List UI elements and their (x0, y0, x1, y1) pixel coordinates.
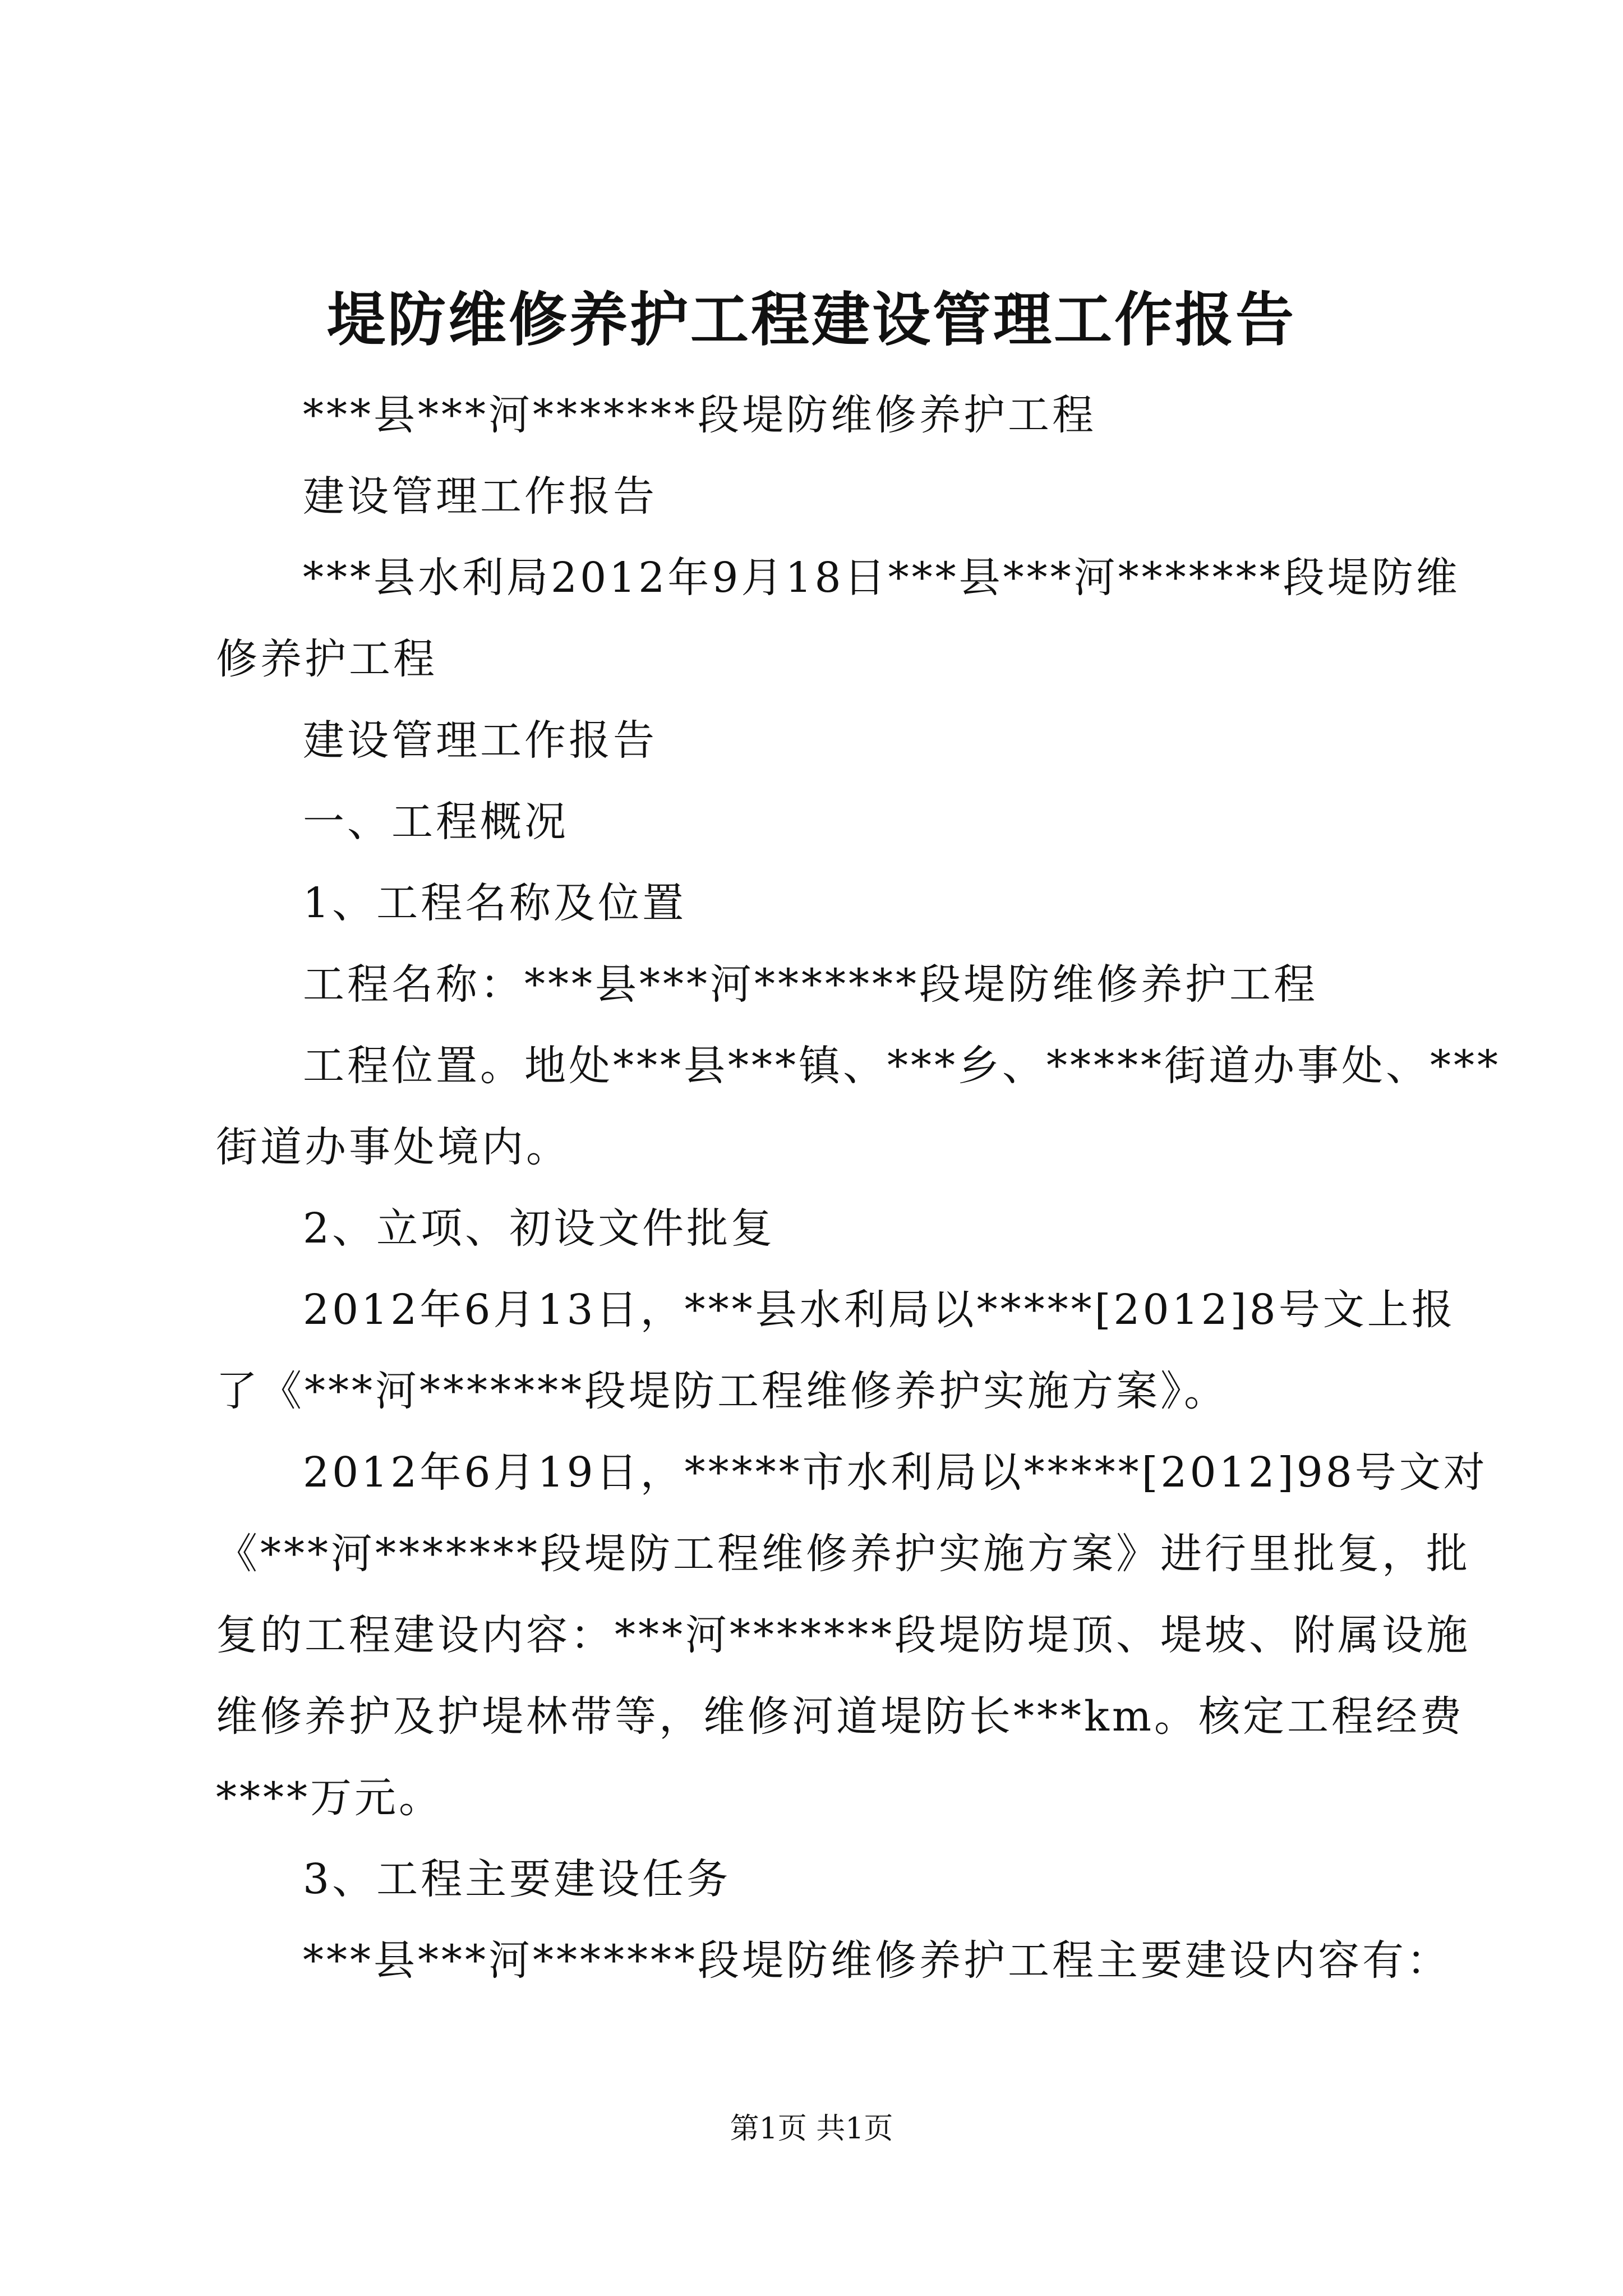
document-title: 堤防维修养护工程建设管理工作报告 (326, 285, 1296, 354)
text-line: ***县***河*******段堤防维修养护工程 (303, 391, 1096, 439)
text-line: 建设管理工作报告 (303, 716, 657, 765)
text-line: 修养护工程 (216, 635, 437, 683)
subsection-heading: 3、工程主要建设任务 (303, 1855, 731, 1903)
text-line: ***县***河*******段堤防维修养护工程主要建设内容有： (303, 1936, 1451, 1985)
text-line: 工程位置。地处***县***镇、***乡、*****街道办事处、*** (303, 1042, 1501, 1090)
text-line: 建设管理工作报告 (303, 472, 657, 521)
subsection-heading: 1、工程名称及位置 (303, 879, 687, 927)
text-line: 维修养护及护堤林带等，维修河道堤防长***km。核定工程经费 (216, 1692, 1465, 1741)
text-line: 工程名称：***县***河*******段堤防维修养护工程 (303, 960, 1318, 1009)
text-line: 街道办事处境内。 (216, 1123, 570, 1171)
text-line: ****万元。 (216, 1774, 443, 1822)
text-line: 复的工程建设内容：***河*******段堤防堤顶、堤坡、附属设施 (216, 1611, 1470, 1659)
text-line: 《***河*******段堤防工程维修养护实施方案》进行里批复，批 (216, 1530, 1470, 1578)
text-line: 了《***河*******段堤防工程维修养护实施方案》。 (216, 1367, 1228, 1415)
subsection-heading: 2、立项、初设文件批复 (303, 1204, 776, 1253)
text-line: ***县水利局2012年9月18日***县***河*******段堤防维 (303, 554, 1460, 602)
section-heading: 一、工程概况 (303, 798, 569, 846)
text-line: 2012年6月13日，***县水利局以*****[2012]8号文上报 (303, 1286, 1456, 1334)
text-line: 2012年6月19日，*****市水利局以*****[2012]98号文对 (303, 1448, 1488, 1497)
page-footer: 第1页 共1页 (730, 2112, 893, 2146)
